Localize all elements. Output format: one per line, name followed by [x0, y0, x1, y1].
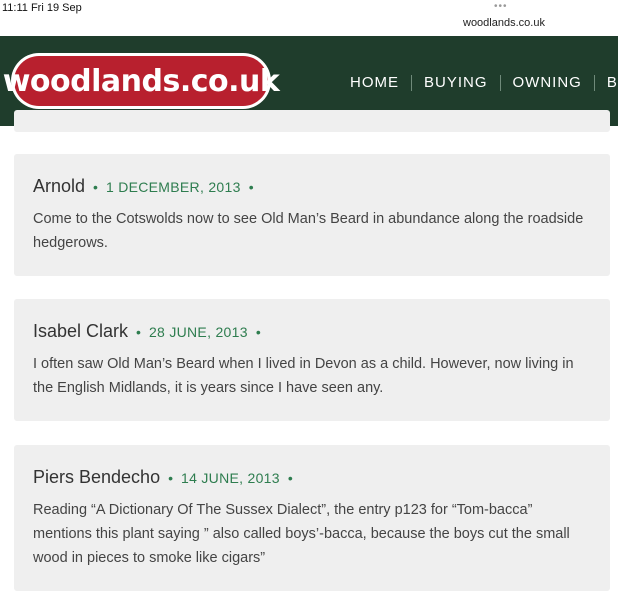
comment-date[interactable]: 14 JUNE, 2013 [181, 470, 280, 486]
nav-divider [594, 75, 595, 91]
comment-header [33, 467, 591, 488]
nav-home[interactable]: HOME [350, 74, 399, 91]
site-logo-text: woodlands.co.uk [2, 63, 280, 99]
comment-author: Isabel Clark [33, 321, 129, 341]
nav-divider [411, 75, 412, 91]
previous-comment-card [14, 110, 610, 132]
more-dots-icon[interactable]: ••• [494, 1, 508, 12]
comment-text: Come to the Cotswolds now to see Old Man’s Beard in abundance along the roadside hedgerows. [33, 211, 584, 251]
separator-dot: • [255, 324, 261, 340]
main-nav [350, 74, 640, 91]
nav-blog[interactable]: BLO [606, 74, 640, 91]
separator-dot: • [248, 179, 254, 195]
comment-date[interactable]: 1 DECEMBER, 2013 [105, 179, 241, 195]
status-bar [0, 0, 618, 36]
nav-buying[interactable]: BUYING [424, 74, 488, 91]
separator-dot: • [93, 179, 98, 195]
comment-date[interactable]: 28 JUNE, 2013 [148, 324, 248, 340]
comment-card [14, 445, 610, 591]
nav-divider [500, 75, 501, 91]
status-time-date: 11:11 Fri 19 Sep [2, 2, 82, 14]
comment-card [14, 154, 610, 276]
comment-author: Arnold [33, 176, 86, 196]
separator-dot: • [287, 470, 293, 486]
comment-header [33, 176, 591, 197]
separator-dot: • [168, 470, 173, 486]
comment-text: I often saw Old Man’s Beard when I lived in Devon as a child. However, now living in the English Midlands, it is years since I have seen any. [33, 356, 574, 396]
separator-dot: • [136, 324, 141, 340]
nav-owning[interactable]: OWNING [512, 74, 582, 91]
comment-header [33, 321, 591, 342]
url-address[interactable]: woodlands.co.uk [463, 17, 545, 29]
comment-author: Piers Bendecho [33, 467, 161, 487]
site-logo[interactable] [2, 56, 280, 106]
comment-card [14, 299, 610, 421]
comment-text: Reading “A Dictionary Of The Sussex Dialect”, the entry p123 for “Tom-bacca” mentions this plant saying ” also called boys’-bacca, because the boys cut the small wood in pieces to smoke like cigars” [33, 502, 570, 566]
